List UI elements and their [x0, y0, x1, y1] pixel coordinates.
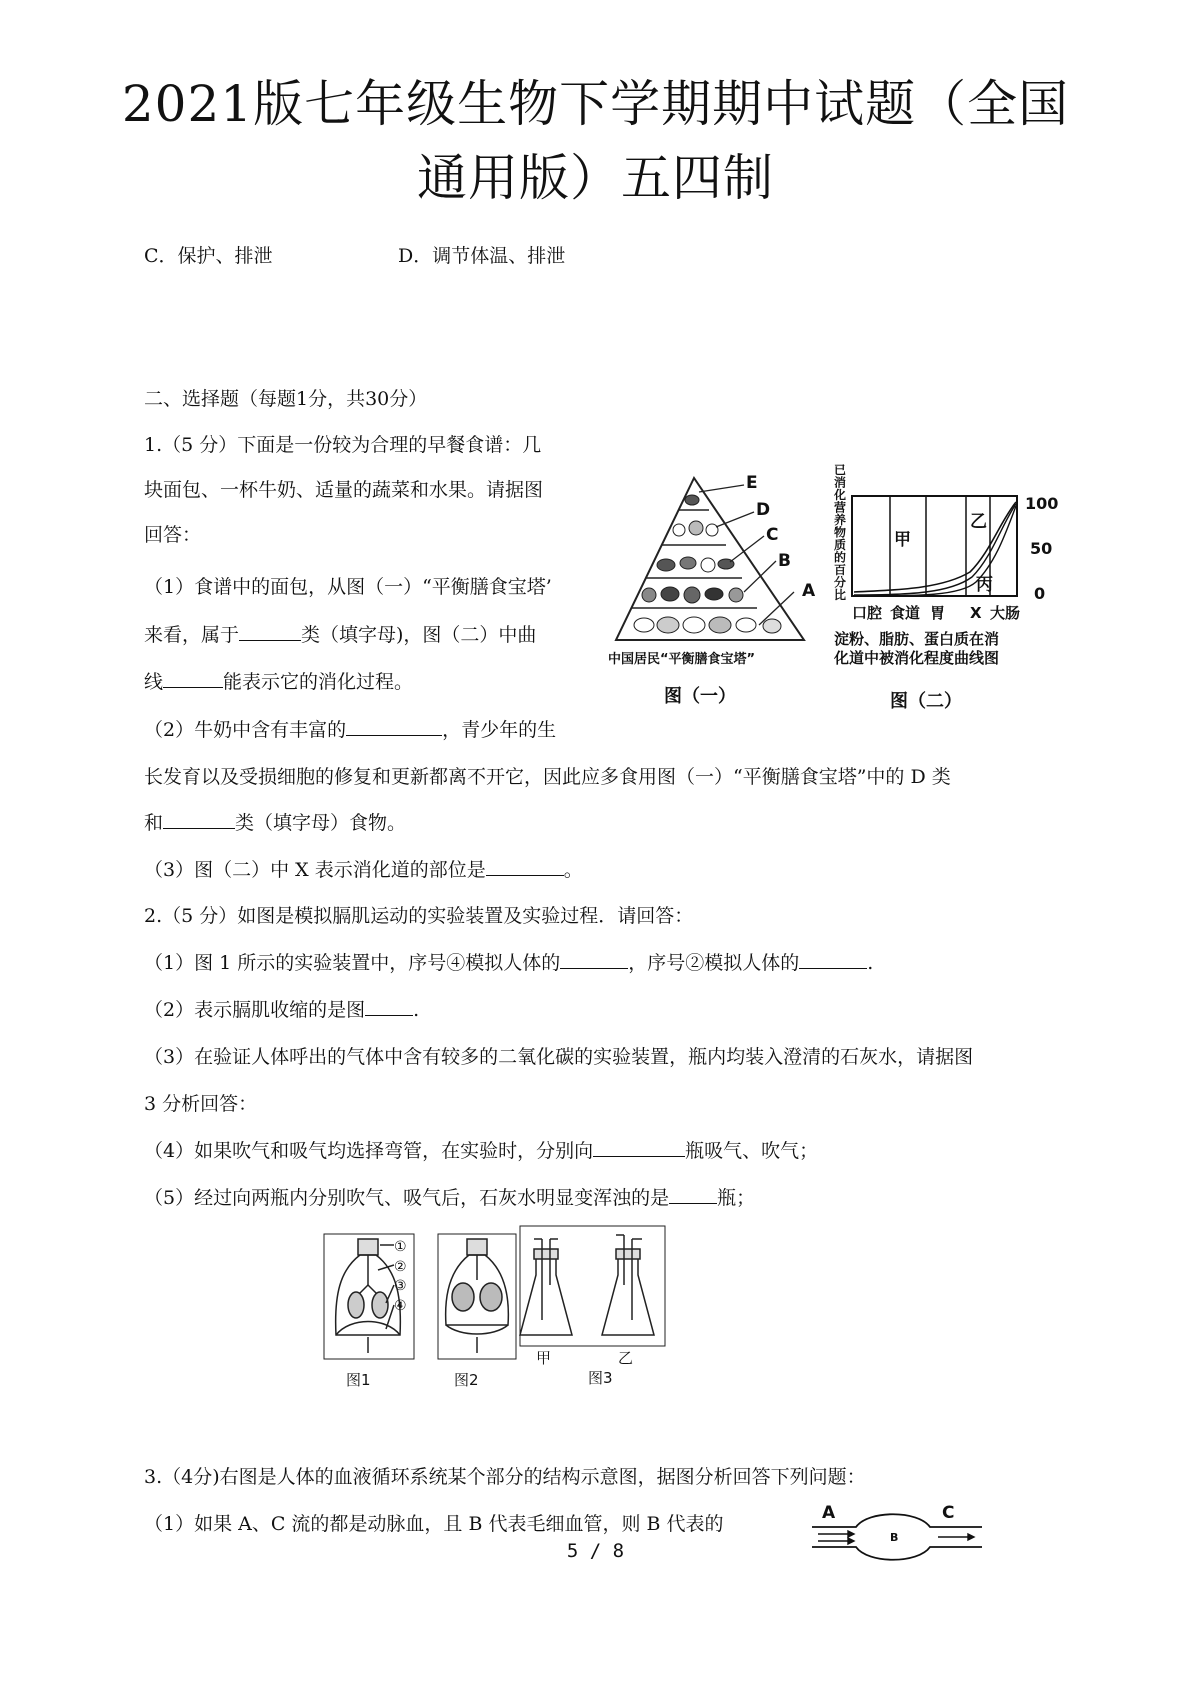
option-c: C．保护、排泄 — [144, 245, 273, 267]
q1-line9-a: 和 — [144, 812, 164, 834]
q1-line5-b: 类（填字母)，图（二）中曲 — [301, 624, 537, 646]
marker-1: ① — [394, 1239, 407, 1255]
q1-line10 — [144, 855, 583, 882]
q2-line2-c: . — [867, 952, 874, 974]
section-heading: 二、选择题（每题1分，共30分） — [144, 388, 428, 410]
q1-line2: 块面包、一杯牛奶、适量的蔬菜和水果。请据图 — [144, 479, 544, 501]
y-axis-label-char: 的 — [834, 550, 847, 565]
answer-blank-food-class[interactable] — [239, 622, 301, 641]
pyramid-label-c: C — [766, 525, 779, 545]
vessel-label-c: C — [942, 1503, 955, 1523]
q2-line7-b: 瓶； — [717, 1187, 756, 1209]
bell-jar-model-2 — [438, 1234, 516, 1359]
flask-label-jia: 甲 — [536, 1349, 552, 1367]
x-tick-esophagus: 食道 — [890, 604, 921, 622]
food-pyramid-figure — [604, 470, 824, 715]
q1-line3: 回答： — [144, 524, 202, 546]
q1-line10-b: 。 — [563, 859, 583, 881]
q1-line10-a: （3）图（二）中 X 表示消化道的部位是 — [144, 859, 486, 881]
q2-line6-a: （4）如果吹气和吸气均选择弯管，在实验时，分别向 — [144, 1140, 594, 1162]
answer-blank-number2[interactable] — [799, 950, 867, 969]
q1-line5 — [144, 620, 536, 647]
q2-line2-b: ，序号②模拟人体的 — [628, 952, 800, 974]
q2-line2 — [144, 948, 873, 975]
figure-label-2: 图2 — [454, 1371, 479, 1389]
answer-blank-digestive-part[interactable] — [486, 857, 564, 876]
x-tick-stomach: 胃 — [930, 604, 946, 622]
answer-blank-bottle-order[interactable] — [593, 1138, 685, 1157]
marker-2: ② — [394, 1259, 407, 1275]
curve-label-jia: 甲 — [894, 530, 911, 550]
page-number: 5 / 8 — [566, 1540, 625, 1562]
curve-label-bing: 丙 — [976, 575, 993, 595]
q1-line9 — [144, 808, 406, 835]
answer-blank-food-class-2[interactable] — [163, 810, 235, 829]
y-axis-label-char: 百 — [834, 563, 847, 577]
y-axis-label-char: 分 — [834, 575, 847, 590]
pyramid-label-b: B — [778, 551, 791, 571]
answer-blank-curve[interactable] — [163, 669, 223, 688]
fig2-caption-line2: 化道中被消化程度曲线图 — [834, 649, 1000, 667]
flask-label-yi: 乙 — [618, 1349, 634, 1367]
q1-line9-b: 类（填字母）食物。 — [235, 812, 407, 834]
q2-line7 — [144, 1183, 755, 1210]
answer-blank-nutrient[interactable] — [346, 717, 442, 736]
pyramid-label-a: A — [802, 581, 816, 601]
q2-line6 — [144, 1136, 818, 1163]
y-axis-label-char: 已 — [834, 463, 847, 477]
q1-line5-a: 来看，属于 — [144, 624, 240, 646]
y-axis-label-char: 比 — [834, 588, 847, 602]
q1-line7-b: ，青少年的生 — [442, 719, 557, 741]
marker-4: ④ — [394, 1298, 407, 1314]
option-d: D．调节体温、排泄 — [398, 245, 566, 267]
q1-line6-a: 线 — [144, 671, 164, 693]
x-tick-large-intestine: 大肠 — [990, 604, 1021, 622]
q2-line6-b: 瓶吸气、吹气； — [685, 1140, 819, 1162]
q1-line7 — [144, 715, 556, 742]
q1-line8: 长发育以及受损细胞的修复和更新都离不开它，因此应多食用图（一）“平衡膳食宝塔”中的 D 类 — [144, 766, 951, 788]
q3-line2: （1）如果 A、C 流的都是动脉血，且 B 代表毛细血管，则 B 代表的 — [144, 1513, 724, 1535]
pyramid-caption: 中国居民“平衡膳食宝塔” — [608, 652, 756, 667]
answer-blank-diaphragm-figure[interactable] — [365, 997, 413, 1016]
y-tick-0: 0 — [1034, 584, 1046, 603]
figure-label-3: 图3 — [588, 1369, 613, 1387]
y-axis-label-char: 养 — [834, 513, 847, 527]
y-axis-label-char: 消 — [834, 475, 847, 490]
q1-line7-a: （2）牛奶中含有丰富的 — [144, 719, 347, 741]
vessel-label-a: A — [822, 1503, 836, 1523]
pyramid-label-d: D — [756, 500, 771, 520]
answer-blank-number4[interactable] — [560, 950, 628, 969]
q2-line7-a: （5）经过向两瓶内分别吹气、吸气后，石灰水明显变浑浊的是 — [144, 1187, 670, 1209]
q1-line6 — [144, 667, 413, 694]
q1-line4: （1）食谱中的面包，从图（一）“平衡膳食宝塔’ — [144, 576, 552, 598]
y-tick-100: 100 — [1025, 494, 1059, 513]
q2-line3-b: . — [413, 999, 420, 1021]
x-tick-x: X — [970, 604, 982, 622]
marker-3: ③ — [394, 1278, 407, 1294]
figure-label-1: 图1 — [346, 1371, 371, 1389]
q1-line6-b: 能表示它的消化过程。 — [223, 671, 414, 693]
q2-line3 — [144, 995, 419, 1022]
y-axis-label — [833, 463, 846, 602]
lime-water-flasks — [520, 1226, 665, 1346]
q2-line3-a: （2）表示膈肌收缩的是图 — [144, 999, 366, 1021]
document-title-line1: 2021版七年级生物下学期期中试题（全国 — [121, 75, 1070, 133]
pyramid-label-e: E — [746, 473, 758, 493]
curve-label-yi: 乙 — [970, 512, 987, 532]
y-axis-label-char: 物 — [834, 525, 847, 540]
y-axis-label-char: 质 — [834, 538, 847, 552]
figure-1-name: 图（一） — [664, 686, 736, 707]
breathing-experiment-figure — [320, 1225, 680, 1400]
q3-line1: 3.（4分)右图是人体的血液循环系统某个部分的结构示意图，据图分析回答下列问题： — [144, 1466, 866, 1488]
q1-line1: 1.（5 分）下面是一份较为合理的早餐食谱：几 — [144, 434, 542, 456]
q2-line1: 2.（5 分）如图是模拟膈肌运动的实验装置及实验过程．请回答： — [144, 905, 694, 927]
x-tick-mouth: 口腔 — [852, 604, 883, 622]
answer-blank-turbid-bottle[interactable] — [669, 1185, 717, 1204]
figure-2-name: 图（二） — [890, 691, 962, 712]
y-axis-label-char: 化 — [834, 488, 847, 502]
q2-line2-a: （1）图 1 所示的实验装置中，序号④模拟人体的 — [144, 952, 561, 974]
y-tick-50: 50 — [1030, 539, 1053, 558]
fig2-caption-line1: 淀粉、脂肪、蛋白质在消 — [834, 630, 1000, 648]
document-title-line2: 通用版）五四制 — [417, 149, 774, 207]
q2-line4: （3）在验证人体呼出的气体中含有较多的二氧化碳的实验装置，瓶内均装入澄清的石灰水，请据图 — [144, 1046, 974, 1068]
q2-line5: 3 分析回答： — [144, 1093, 258, 1115]
vessel-label-b: B — [890, 1531, 899, 1544]
y-axis-label-char: 营 — [834, 500, 847, 515]
digestion-curve-figure — [830, 462, 1080, 717]
